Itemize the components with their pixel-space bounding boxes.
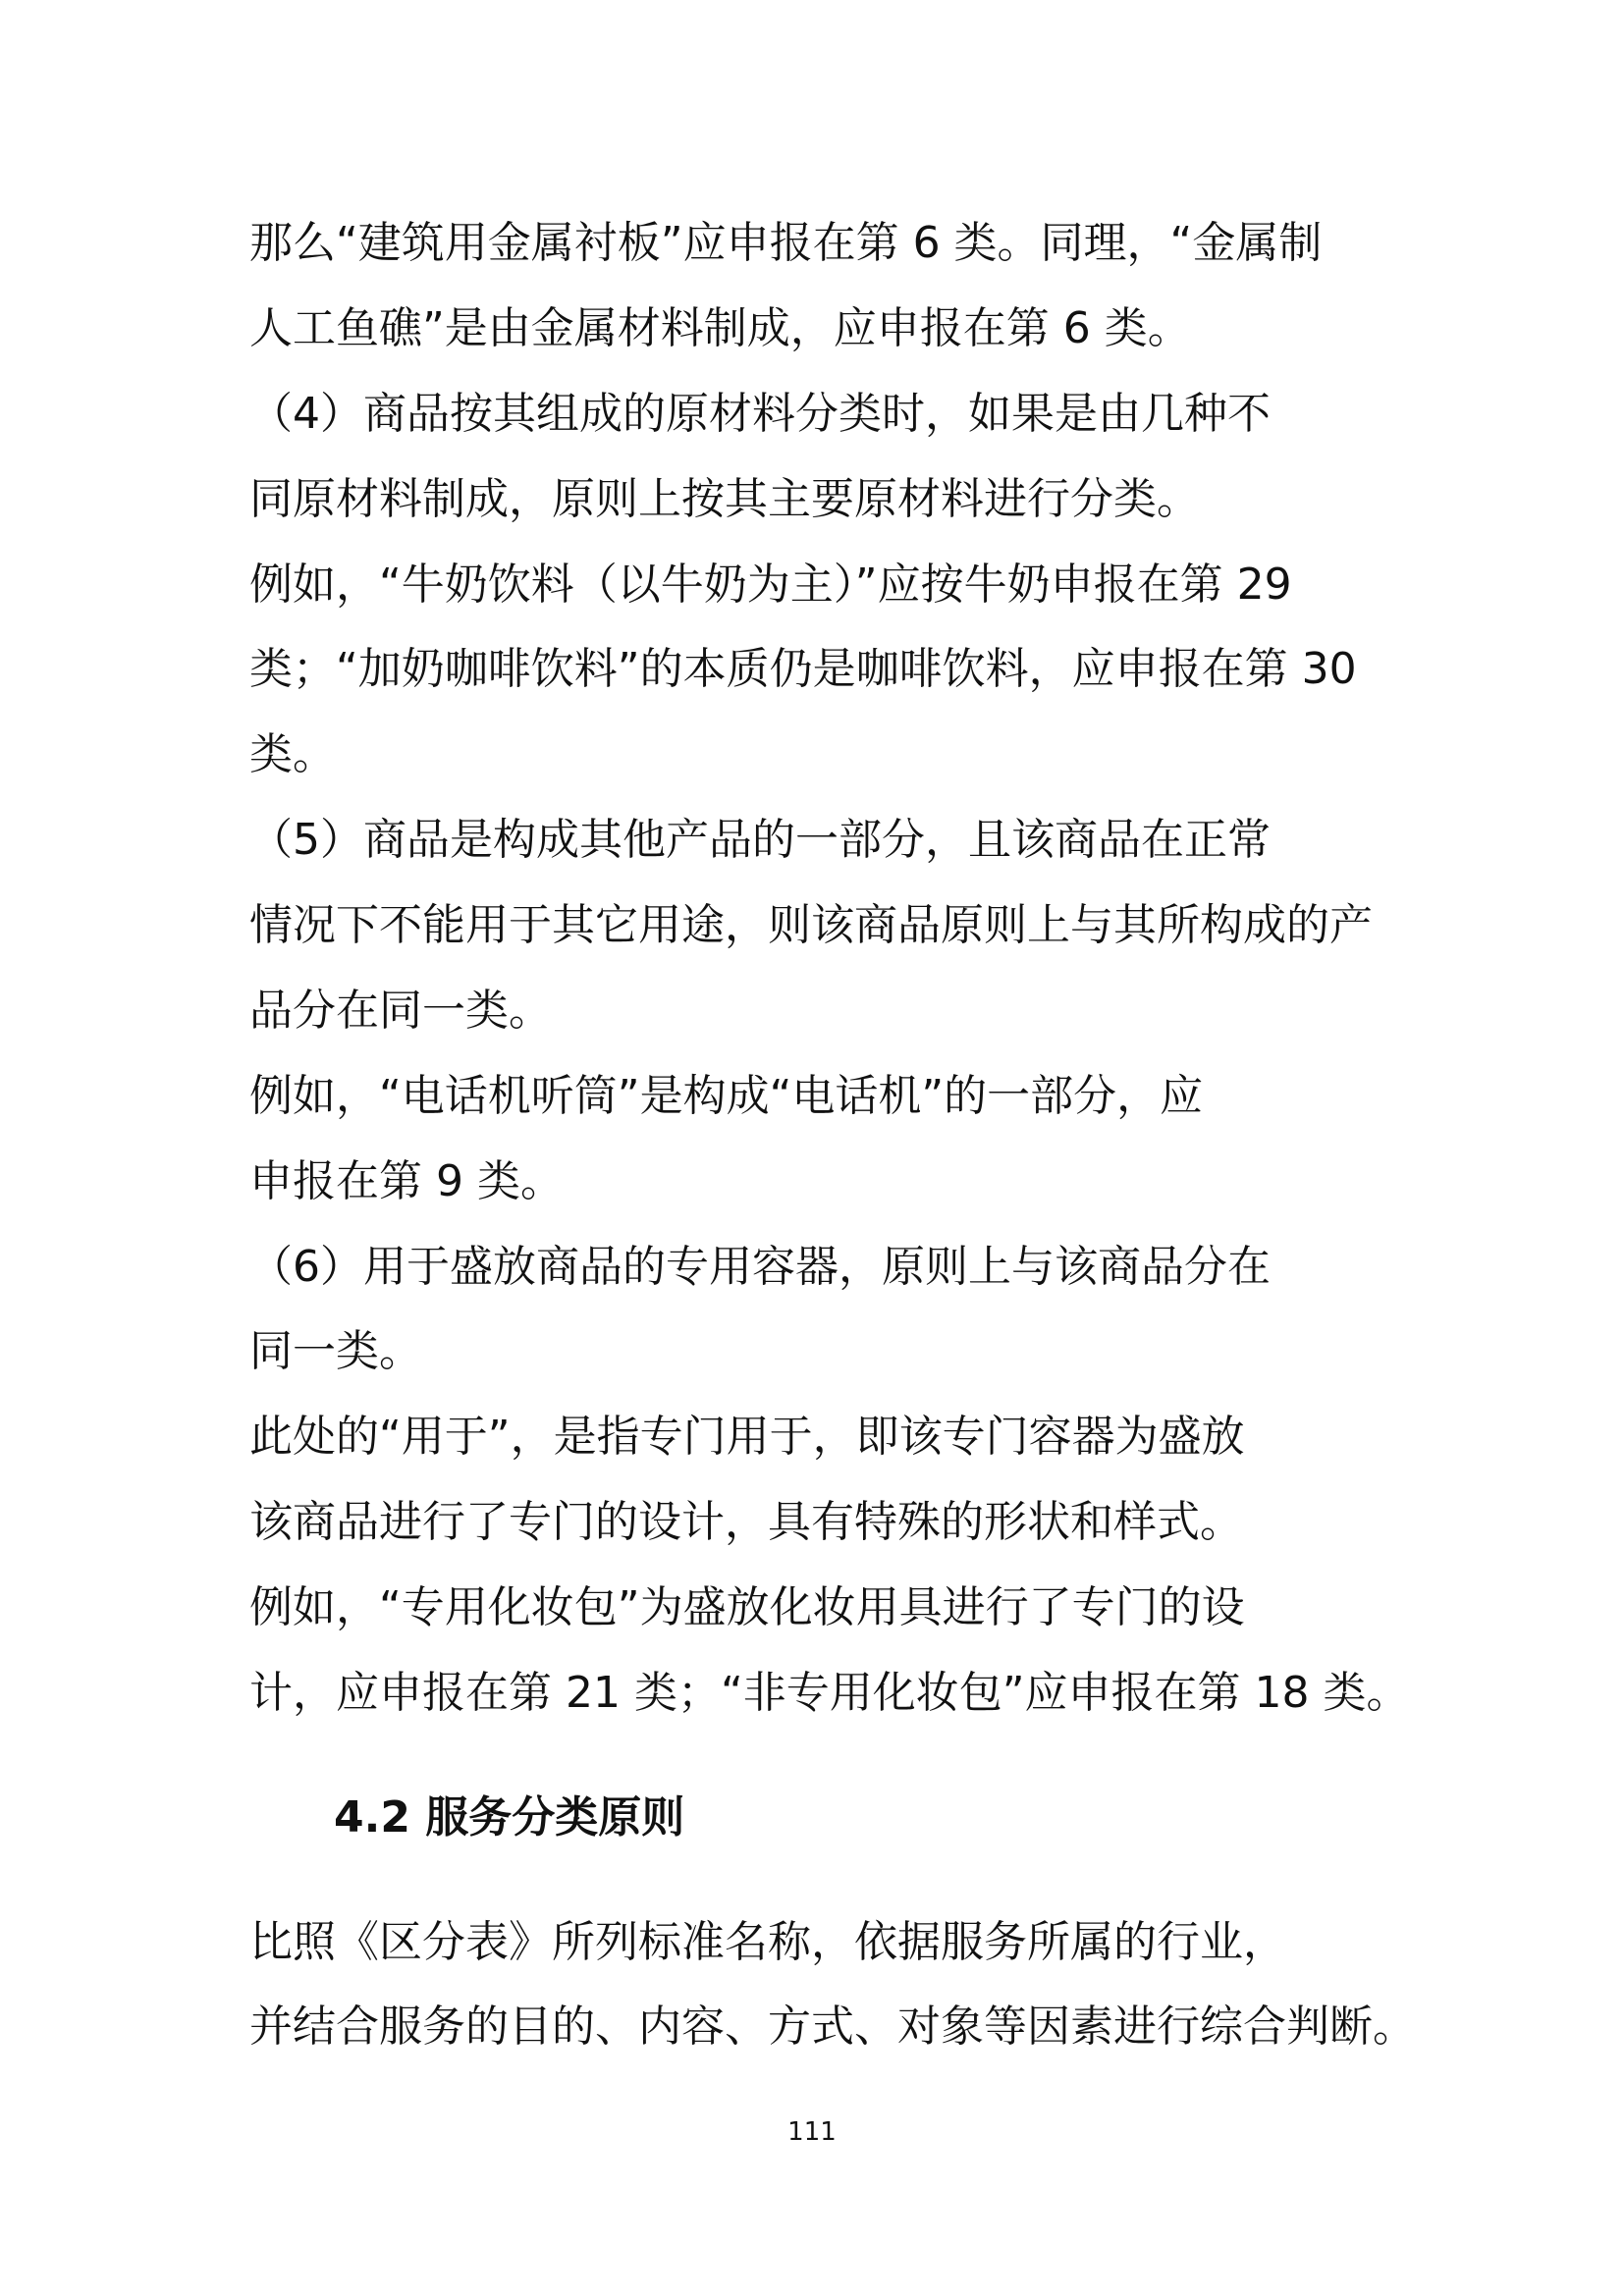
text-line: 例如，“牛奶饮料（以牛奶为主）”应按牛奶申报在第 29 xyxy=(249,560,1292,610)
text-line: 同原材料制成，原则上按其主要原材料进行分类。 xyxy=(249,474,1200,524)
text-line: 例如，“电话机听筒”是构成“电话机”的一部分，应 xyxy=(249,1071,1204,1121)
text-line: 计，应申报在第 21 类；“非专用化妆包”应申报在第 18 类。 xyxy=(249,1668,1410,1718)
text-line: 情况下不能用于其它用途，则该商品原则上与其所构成的产 xyxy=(249,900,1373,950)
text-line: （5）商品是构成其他产品的一部分，且该商品在正常 xyxy=(249,815,1271,865)
text-line: 人工鱼礁”是由金属材料制成，应申报在第 6 类。 xyxy=(249,303,1191,353)
text-line: 品分在同一类。 xyxy=(249,986,552,1036)
text-line: 类。 xyxy=(249,729,336,779)
text-line: 比照《区分表》所列标准名称，依据服务所属的行业， xyxy=(249,1917,1286,1967)
text-line: 例如，“专用化妆包”为盛放化妆用具进行了专门的设 xyxy=(249,1582,1245,1632)
text-line: 并结合服务的目的、内容、方式、对象等因素进行综合判断。 xyxy=(249,2002,1416,2052)
text-line: 同一类。 xyxy=(249,1326,422,1376)
text-line: 那么“建筑用金属衬板”应申报在第 6 类。同理，“金属制 xyxy=(249,218,1323,268)
text-line: 此处的“用于”，是指专门用于，即该专门容器为盛放 xyxy=(249,1412,1245,1462)
text-line: 类；“加奶咖啡饮料”的本质仍是咖啡饮料，应申报在第 30 xyxy=(249,644,1357,694)
text-line: 申报在第 9 类。 xyxy=(249,1156,564,1206)
page-number: 111 xyxy=(787,2117,837,2147)
text-line: （6）用于盛放商品的专用容器，原则上与该商品分在 xyxy=(249,1242,1271,1292)
text-line: （4）商品按其组成的原材料分类时，如果是由几种不 xyxy=(249,389,1271,439)
text-line: 该商品进行了专门的设计，具有特殊的形状和样式。 xyxy=(249,1497,1243,1547)
section-heading: 4.2 服务分类原则 xyxy=(334,1792,685,1842)
